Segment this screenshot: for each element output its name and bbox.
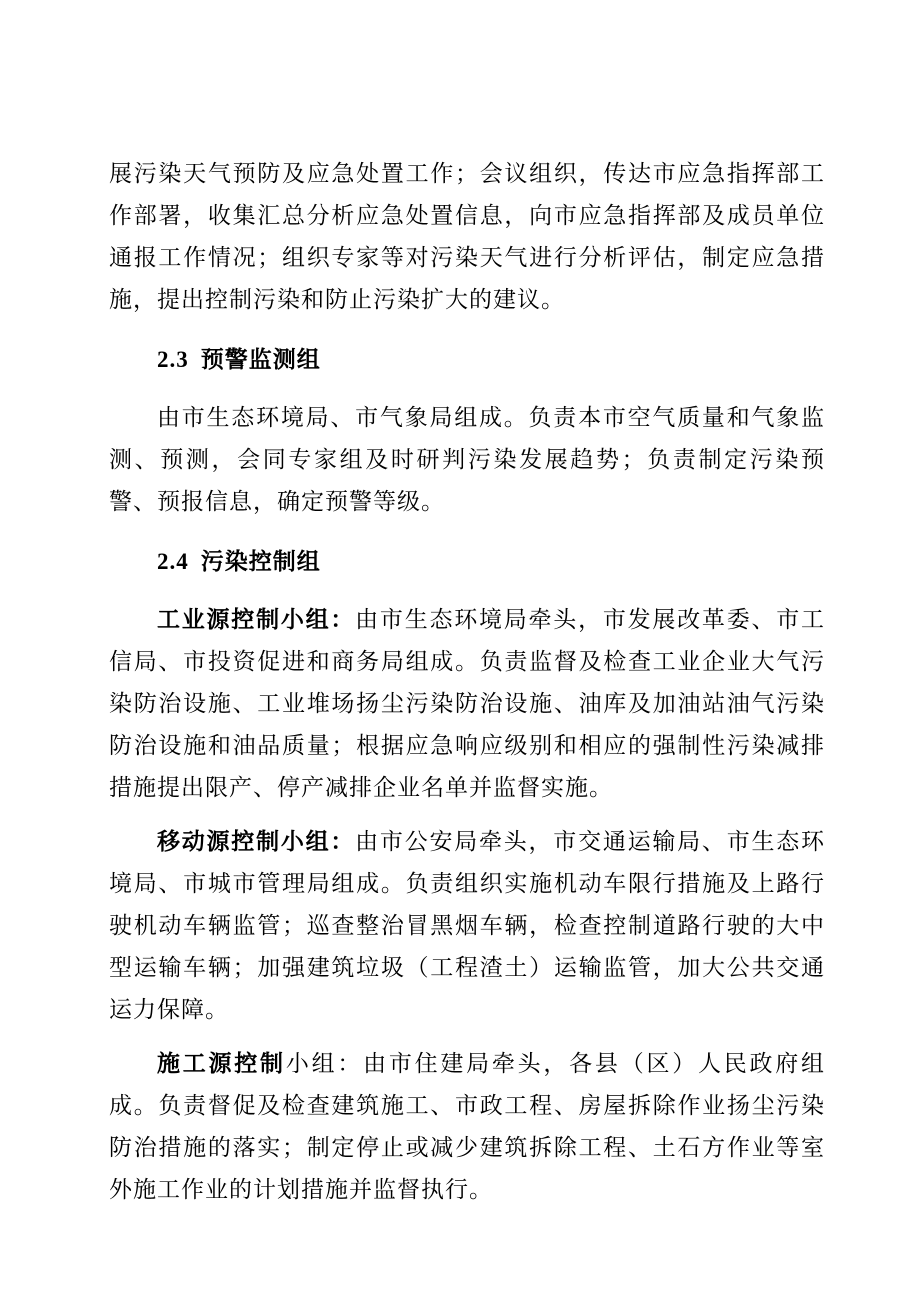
section-title: 污染控制组: [200, 548, 321, 575]
group-lead: 工业源控制小组：: [157, 606, 356, 633]
section-heading-2-4: [109, 541, 825, 583]
group-mobile-source: [109, 821, 825, 1031]
section-title: 预警监测组: [200, 346, 321, 373]
group-industrial-source: [109, 599, 825, 809]
group-body: 由市公安局牵头，市交通运输局、市生态环境局、市城市管理局组成。负责组织实施机动车限行措施及上路行驶机动车辆监管；巡查整治冒黑烟车辆，检查控制道路行驶的大中型运输车辆；加强建筑垃圾（工程渣土）运输监管，加大公共交通运力保障。: [109, 829, 826, 1023]
group-construction-source: [109, 1043, 825, 1211]
document-body: [109, 153, 825, 1211]
section-number: 2.4: [157, 549, 189, 574]
intro-paragraph: 展污染天气预防及应急处置工作；会议组织，传达市应急指挥部工作部署，收集汇总分析应急处置信息，向市应急指挥部及成员单位通报工作情况；组织专家等对污染天气进行分析评估，制定应急措施，提出控制污染和防止污染扩大的建议。: [109, 161, 825, 313]
group-lead: 移动源控制小组：: [157, 828, 356, 855]
section-2-3-body: 由市生态环境局、市气象局组成。负责本市空气质量和气象监测、预测，会同专家组及时研判污染发展趋势；负责制定污染预警、预报信息，确定预警等级。: [109, 405, 825, 515]
section-heading-2-3: [109, 339, 825, 381]
group-body: 由市生态环境局牵头，市发展改革委、市工信局、市投资促进和商务局组成。负责监督及检查工业企业大气污染防治设施、工业堆场扬尘污染防治设施、油库及加油站油气污染防治设施和油品质量；根据应急响应级别和相应的强制性污染减排措施提出限产、停产减排企业名单并监督实施。: [109, 607, 826, 801]
group-body: 小组：由市住建局牵头，各县（区）人民政府组成。负责督促及检查建筑施工、市政工程、房屋拆除作业扬尘污染防治措施的落实；制定停止或减少建筑拆除工程、土石方作业等室外施工作业的计划措施并监督执行。: [109, 1051, 826, 1203]
group-lead: 施工源控制: [157, 1050, 286, 1077]
section-number: 2.3: [157, 347, 189, 372]
